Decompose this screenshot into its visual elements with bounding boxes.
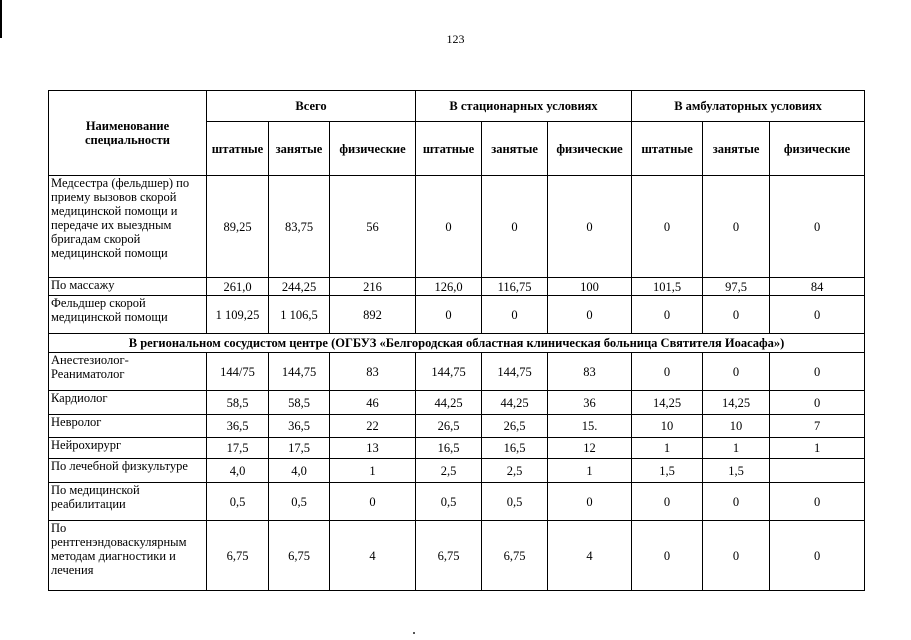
table-row	[49, 438, 865, 459]
value-cell: 17,5	[207, 438, 269, 459]
value-cell: 17,5	[269, 438, 330, 459]
value-cell: 0	[548, 296, 632, 334]
specialty-name: Невролог	[49, 415, 207, 438]
table-row	[49, 391, 865, 415]
value-cell: 4	[330, 521, 416, 591]
subheader-occupied: занятые	[269, 122, 330, 176]
specialty-name: Медсестра (фельдшер) по приему вызовов скорой медицинской помощи и передаче их выездным бригадам скорой медицинской помощи	[49, 176, 207, 278]
value-cell: 0	[770, 521, 865, 591]
value-cell: 892	[330, 296, 416, 334]
page-number: 123	[446, 32, 465, 46]
value-cell: 0	[703, 483, 770, 521]
value-cell: 1	[330, 459, 416, 483]
group-header-outpatient: В амбулаторных условиях	[632, 91, 865, 122]
table-row	[49, 415, 865, 438]
value-cell: 97,5	[703, 278, 770, 296]
value-cell: 15.	[548, 415, 632, 438]
value-cell: 0	[548, 176, 632, 278]
value-cell: 0	[632, 521, 703, 591]
value-cell: 6,75	[416, 521, 482, 591]
value-cell: 216	[330, 278, 416, 296]
value-cell: 22	[330, 415, 416, 438]
value-cell: 0	[703, 296, 770, 334]
value-cell: 0	[632, 296, 703, 334]
subheader-physical: физические	[548, 122, 632, 176]
subheader-staff: штатные	[632, 122, 703, 176]
value-cell: 6,75	[482, 521, 548, 591]
value-cell: 6,75	[207, 521, 269, 591]
value-cell: 14,25	[703, 391, 770, 415]
value-cell: 16,5	[416, 438, 482, 459]
subheader-occupied: занятые	[703, 122, 770, 176]
section-title: В региональном сосудистом центре (ОГБУЗ «Белгородская областная клиническая больница Святителя Иоасафа»)	[49, 334, 865, 353]
value-cell: 84	[770, 278, 865, 296]
value-cell: 1	[703, 438, 770, 459]
value-cell: 0	[703, 176, 770, 278]
value-cell: 83,75	[269, 176, 330, 278]
value-cell: 2,5	[416, 459, 482, 483]
specialty-name: По лечебной физкультуре	[49, 459, 207, 483]
value-cell: 0	[703, 521, 770, 591]
table-row	[49, 278, 865, 296]
value-cell: 26,5	[482, 415, 548, 438]
value-cell: 4	[548, 521, 632, 591]
value-cell: 0,5	[482, 483, 548, 521]
subheader-physical: физические	[770, 122, 865, 176]
value-cell: 0	[632, 176, 703, 278]
value-cell: 4,0	[269, 459, 330, 483]
value-cell: 0	[416, 296, 482, 334]
table-row	[49, 353, 865, 391]
value-cell: 56	[330, 176, 416, 278]
value-cell: 6,75	[269, 521, 330, 591]
value-cell: 0	[770, 391, 865, 415]
specialty-name: Анестезиолог-Реаниматолог	[49, 353, 207, 391]
value-cell: 244,25	[269, 278, 330, 296]
value-cell: 1,5	[632, 459, 703, 483]
value-cell: 44,25	[482, 391, 548, 415]
value-cell: 0	[632, 353, 703, 391]
value-cell: 101,5	[632, 278, 703, 296]
value-cell: 0	[770, 176, 865, 278]
specialty-name: Кардиолог	[49, 391, 207, 415]
value-cell: 89,25	[207, 176, 269, 278]
value-cell: 1 109,25	[207, 296, 269, 334]
value-cell: 0,5	[416, 483, 482, 521]
specialty-name: По массажу	[49, 278, 207, 296]
value-cell: 144,75	[482, 353, 548, 391]
value-cell: 10	[703, 415, 770, 438]
value-cell: 100	[548, 278, 632, 296]
value-cell: 58,5	[207, 391, 269, 415]
table-row	[49, 176, 865, 278]
value-cell: 1	[770, 438, 865, 459]
value-cell: 13	[330, 438, 416, 459]
value-cell: 7	[770, 415, 865, 438]
value-cell: 0	[703, 353, 770, 391]
value-cell: 0,5	[269, 483, 330, 521]
value-cell: 0,5	[207, 483, 269, 521]
value-cell: 44,25	[416, 391, 482, 415]
subheader-physical: физические	[330, 122, 416, 176]
value-cell: 83	[330, 353, 416, 391]
value-cell: 36,5	[269, 415, 330, 438]
value-cell: 0	[482, 296, 548, 334]
value-cell: 46	[330, 391, 416, 415]
value-cell: 0	[770, 483, 865, 521]
value-cell: 144,75	[269, 353, 330, 391]
table-row	[49, 296, 865, 334]
value-cell: 144/75	[207, 353, 269, 391]
subheader-occupied: занятые	[482, 122, 548, 176]
staffing-table	[48, 90, 865, 591]
table-row	[49, 483, 865, 521]
value-cell: 1	[548, 459, 632, 483]
value-cell: 0	[548, 483, 632, 521]
table-row	[49, 521, 865, 591]
table-row	[49, 459, 865, 483]
value-cell: 0	[632, 483, 703, 521]
value-cell: 36,5	[207, 415, 269, 438]
group-header-inpatient: В стационарных условиях	[416, 91, 632, 122]
value-cell: 2,5	[482, 459, 548, 483]
value-cell: 1 106,5	[269, 296, 330, 334]
value-cell: 36	[548, 391, 632, 415]
specialty-name: По рентгенэндоваскулярным методам диагностики и лечения	[49, 521, 207, 591]
value-cell: 10	[632, 415, 703, 438]
section-row	[49, 334, 865, 353]
specialty-name: Нейрохирург	[49, 438, 207, 459]
value-cell: 1,5	[703, 459, 770, 483]
value-cell: 83	[548, 353, 632, 391]
column-header-specialty: Наименование специальности	[49, 91, 207, 176]
subheader-staff: штатные	[207, 122, 269, 176]
value-cell: 144,75	[416, 353, 482, 391]
scan-dot	[413, 632, 415, 634]
value-cell: 0	[416, 176, 482, 278]
value-cell: 14,25	[632, 391, 703, 415]
subheader-staff: штатные	[416, 122, 482, 176]
value-cell: 126,0	[416, 278, 482, 296]
value-cell: 0	[770, 353, 865, 391]
value-cell: 4,0	[207, 459, 269, 483]
value-cell: 1	[632, 438, 703, 459]
group-header-total: Всего	[207, 91, 416, 122]
value-cell: 0	[330, 483, 416, 521]
value-cell	[770, 459, 865, 483]
specialty-name: Фельдшер скорой медицинской помощи	[49, 296, 207, 334]
value-cell: 16,5	[482, 438, 548, 459]
value-cell: 261,0	[207, 278, 269, 296]
value-cell: 58,5	[269, 391, 330, 415]
value-cell: 0	[482, 176, 548, 278]
value-cell: 116,75	[482, 278, 548, 296]
value-cell: 26,5	[416, 415, 482, 438]
specialty-name: По медицинской реабилитации	[49, 483, 207, 521]
value-cell: 12	[548, 438, 632, 459]
value-cell: 0	[770, 296, 865, 334]
